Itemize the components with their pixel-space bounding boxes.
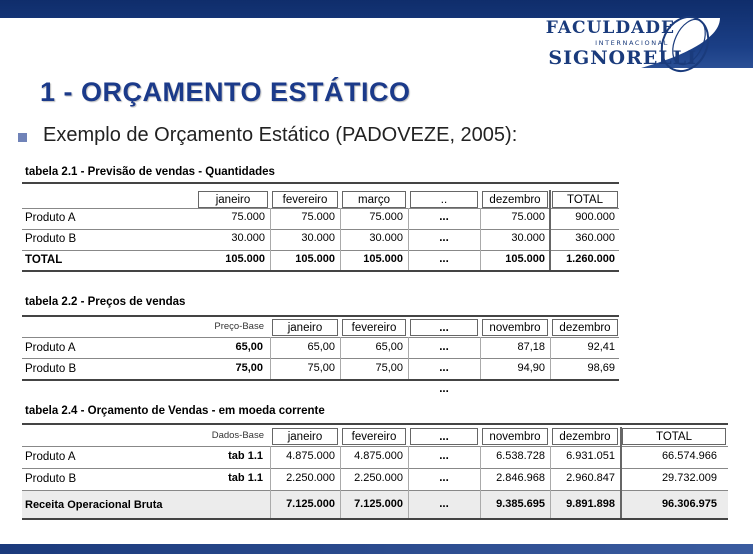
table-cell: 98,69 (587, 362, 615, 374)
table-cell: 4.875.000 (286, 450, 335, 462)
column-divider (408, 208, 409, 270)
table-cell: 2.250.000 (286, 472, 335, 484)
column-divider (480, 337, 481, 379)
table-cell: ... (439, 472, 449, 484)
table-cell: 75,00 (235, 362, 263, 374)
column-header: .. (410, 191, 478, 208)
table-cell: 65,00 (235, 341, 263, 353)
institution-logo (521, 10, 731, 76)
table-cell: 2.846.968 (496, 472, 545, 484)
column-divider (480, 446, 481, 518)
column-divider (408, 446, 409, 518)
table-cell: 30.000 (301, 232, 335, 244)
column-header: TOTAL (552, 191, 618, 208)
table-cell: 96.306.975 (661, 498, 717, 510)
table-cell: 105.000 (295, 253, 335, 265)
trailing-ellipsis: ... (439, 383, 449, 395)
column-header: novembro (482, 428, 548, 445)
row-label: Produto A (25, 342, 76, 354)
table-cell: ... (439, 362, 449, 374)
row-divider (22, 358, 619, 359)
table-cell: ... (439, 450, 449, 462)
logo-line-3: SIGNORELLI (548, 47, 697, 69)
table-cell: 65,00 (307, 341, 335, 353)
column-header: fevereiro (272, 191, 338, 208)
table-cell: 30.000 (511, 232, 545, 244)
table-cell: 7.125.000 (286, 498, 335, 510)
table-cell: ... (439, 498, 449, 510)
table-cell: ... (439, 253, 449, 265)
table-cell: 75.000 (301, 211, 335, 223)
table-cell: 66.574.966 (661, 450, 717, 462)
column-divider (340, 337, 341, 379)
column-divider (340, 208, 341, 270)
column-divider (270, 337, 271, 379)
column-divider (270, 446, 271, 518)
column-divider (549, 190, 551, 270)
table-cell: 900.000 (575, 211, 615, 223)
table-caption: tabela 2.4 - Orçamento de Vendas - em moeda corrente (25, 405, 325, 417)
row-label: Produto B (25, 363, 77, 375)
column-header: março (342, 191, 406, 208)
column-divider (620, 427, 622, 518)
table-cell: 65,00 (375, 341, 403, 353)
table-cell: 6.538.728 (496, 450, 545, 462)
column-header: novembro (482, 319, 548, 336)
table-cell: 2.960.847 (566, 472, 615, 484)
table-cell: 75.000 (231, 211, 265, 223)
table-rule (22, 182, 619, 184)
column-divider (550, 337, 551, 379)
column-header: fevereiro (342, 319, 406, 336)
table-cell: 30.000 (231, 232, 265, 244)
table-cell: 29.732.009 (661, 472, 717, 484)
table-cell: 30.000 (369, 232, 403, 244)
table-cell: tab 1.1 (228, 472, 263, 484)
slide-subtitle: Exemplo de Orçamento Estático (PADOVEZE, 2005): (43, 124, 518, 146)
table-cell: ... (439, 211, 449, 223)
row-label: Receita Operacional Bruta (25, 499, 163, 511)
column-header: fevereiro (342, 428, 406, 445)
table-cell: 7.125.000 (354, 498, 403, 510)
table-cell: 9.891.898 (566, 498, 615, 510)
logo-line-2: INTERNACIONAL (595, 39, 669, 47)
table-rule (22, 518, 728, 520)
row-divider (22, 446, 728, 447)
column-divider (270, 208, 271, 270)
table-cell: 6.931.051 (566, 450, 615, 462)
row-label: Produto A (25, 212, 76, 224)
row-label: Produto B (25, 233, 77, 245)
base-column-label: Preço-Base (214, 321, 264, 332)
table-cell: 9.385.695 (496, 498, 545, 510)
row-divider (22, 337, 619, 338)
table-caption: tabela 2.2 - Preços de vendas (25, 296, 186, 308)
slide-title: 1 - ORÇAMENTO ESTÁTICO (40, 77, 411, 107)
column-header: TOTAL (622, 428, 726, 445)
column-header: janeiro (272, 319, 338, 336)
table-cell: 105.000 (225, 253, 265, 265)
table-cell: 360.000 (575, 232, 615, 244)
column-header: janeiro (198, 191, 268, 208)
table-cell: ... (439, 341, 449, 353)
table-rule (22, 270, 619, 272)
column-header: dezembro (552, 428, 618, 445)
row-label: TOTAL (25, 254, 63, 266)
column-divider (408, 337, 409, 379)
table-cell: 75,00 (307, 362, 335, 374)
column-divider (550, 446, 551, 518)
table-cell: 75,00 (375, 362, 403, 374)
table-cell: 75.000 (511, 211, 545, 223)
column-header: dezembro (482, 191, 548, 208)
column-divider (480, 208, 481, 270)
table-cell: 105.000 (363, 253, 403, 265)
table-caption: tabela 2.1 - Previsão de vendas - Quantidades (25, 166, 275, 178)
table-cell: tab 1.1 (228, 450, 263, 462)
column-header: dezembro (552, 319, 618, 336)
base-column-label: Dados-Base (211, 430, 264, 441)
row-divider (22, 468, 728, 469)
table-cell: 94,90 (517, 362, 545, 374)
footer-bar (0, 544, 753, 554)
table-rule (22, 315, 619, 317)
column-header: ... (410, 319, 478, 336)
bullet-square-icon (18, 133, 27, 142)
table-cell: ... (439, 232, 449, 244)
logo-line-1: FACULDADE (545, 18, 675, 38)
column-header: janeiro (272, 428, 338, 445)
table-cell: 105.000 (505, 253, 545, 265)
table-cell: 92,41 (587, 341, 615, 353)
table-cell: 2.250.000 (354, 472, 403, 484)
column-divider (340, 446, 341, 518)
table-cell: 87,18 (517, 341, 545, 353)
table-rule (22, 423, 728, 425)
table-rule (22, 379, 619, 381)
row-label: Produto A (25, 451, 76, 463)
table-cell: 1.260.000 (566, 253, 615, 265)
row-label: Produto B (25, 473, 77, 485)
table-cell: 75.000 (369, 211, 403, 223)
column-header: ... (410, 428, 478, 445)
table-cell: 4.875.000 (354, 450, 403, 462)
